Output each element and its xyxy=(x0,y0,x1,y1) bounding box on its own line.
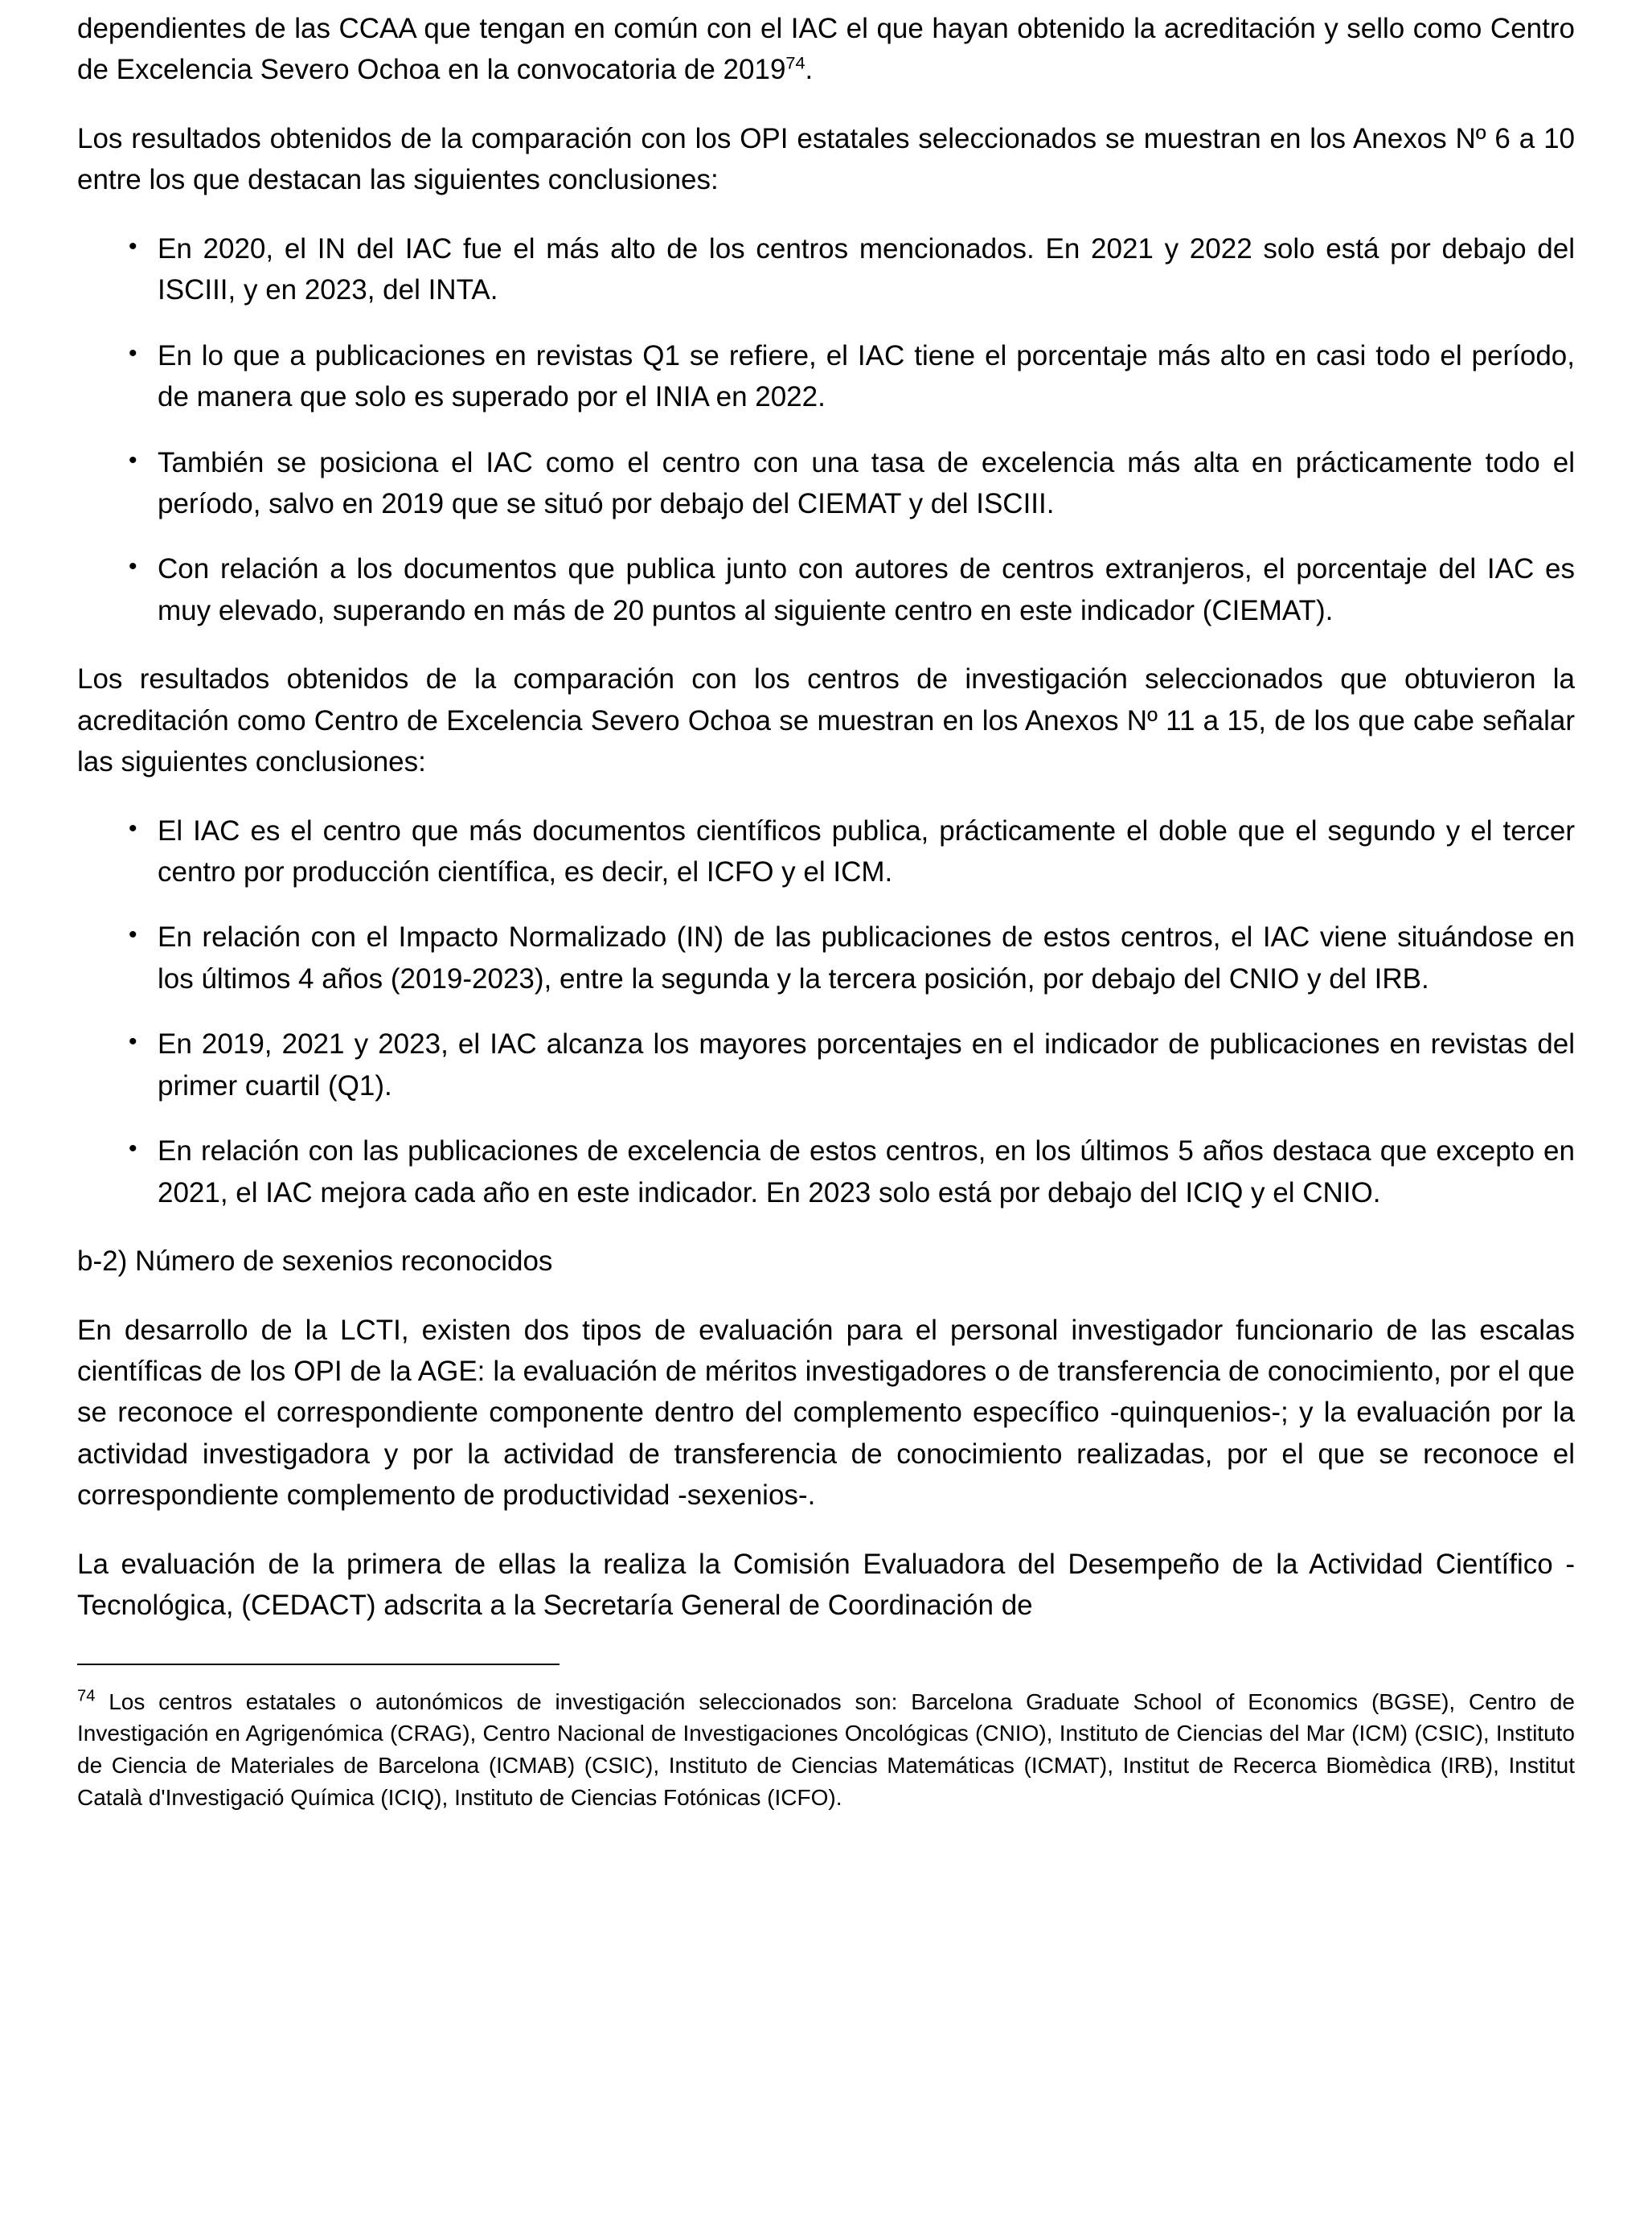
footnote-74 xyxy=(77,1686,1575,1814)
paragraph-continued-top-text: dependientes de las CCAA que tengan en común con el IAC el que hayan obtenido la acreditación y sello como Centro de Excelencia Severo Ochoa en la convocatoria de 2019 xyxy=(77,13,1575,86)
footnote-area xyxy=(77,1664,1575,1814)
footnote-reference-74: 74 xyxy=(785,52,806,73)
list-item: • En relación con las publicaciones de excelencia de estos centros, en los últimos 5 años destaca que excepto en 2021, el IAC mejora cada año en este indicador. En 2023 solo está por debajo del ICIQ y el CNIO. xyxy=(77,1130,1575,1213)
list-item: • En lo que a publicaciones en revistas Q1 se refiere, el IAC tiene el porcentaje más alto en casi todo el período, de manera que solo es superado por el INIA en 2022. xyxy=(77,335,1575,418)
paragraph-intro-opi: Los resultados obtenidos de la comparación con los OPI estatales seleccionados se muestran en los Anexos Nº 6 a 10 entre los que destacan las siguientes conclusiones: xyxy=(77,122,1575,196)
list-item: • En 2019, 2021 y 2023, el IAC alcanza los mayores porcentajes en el indicador de publicaciones en revistas del primer cuartil (Q1). xyxy=(77,1024,1575,1106)
section-heading: b-2) Número de sexenios reconocidos xyxy=(77,1245,553,1278)
footnote-number: 74 xyxy=(77,1687,96,1705)
bullet-list-severo-ochoa xyxy=(77,810,1575,1214)
paragraph-continued-top-end: . xyxy=(805,54,814,86)
paragraph-continued-top xyxy=(77,8,1575,91)
footnote-separator xyxy=(77,1664,560,1665)
paragraph-lcti: En desarrollo de la LCTI, existen dos tipos de evaluación para el personal investigador funcionario de las escalas científicas de los OPI de la AGE: la evaluación de méritos investigadores o de transferencia de conocimiento, por el que se reconoce el correspondiente componente dentro del complemento específico -quinquenios-; y la evaluación por la actividad investigadora y por la actividad de transferencia de conocimiento realizadas, por el que se reconoce el correspondiente complemento de productividad -sexenios-. xyxy=(77,1314,1575,1512)
list-item: • También se posiciona el IAC como el centro con una tasa de excelencia más alta en prácticamente todo el período, salvo en 2019 que se situó por debajo del CIEMAT y del ISCIII. xyxy=(77,442,1575,525)
paragraph-cedact: La evaluación de la primera de ellas la realiza la Comisión Evaluadora del Desempeño de la Actividad Científico -Tecnológica, (CEDACT) adscrita a la Secretaría General de Coordinación de xyxy=(77,1548,1575,1622)
footnote-text: Los centros estatales o autonómicos de investigación seleccionados son: Barcelona Graduate School of Economics (BGSE), Centro de Investigación en Agrigenómica (CRAG), Centro Nacional de Investigaciones Oncológicas (CNIO), Instituto de Ciencias del Mar (ICM) (CSIC), Instituto de Ciencia de Materiales de Barcelona (ICMAB) (CSIC), Instituto de Ciencias Matemáticas (ICMAT), Institut de Recerca Biomèdica (IRB), Institut Català d'Investigació Química (ICIQ), Instituto de Ciencias Fotónicas (ICFO). xyxy=(77,1688,1575,1810)
list-item: • El IAC es el centro que más documentos científicos publica, prácticamente el doble que el segundo y el tercer centro por producción científica, es decir, el ICFO y el ICM. xyxy=(77,810,1575,893)
list-item: • En 2020, el IN del IAC fue el más alto de los centros mencionados. En 2021 y 2022 solo está por debajo del ISCIII, y en 2023, del INTA. xyxy=(77,228,1575,311)
list-item: • En relación con el Impacto Normalizado (IN) de las publicaciones de estos centros, el IAC viene situándose en los últimos 4 años (2019-2023), entre la segunda y la tercera posición, por debajo del CNIO y del IRB. xyxy=(77,917,1575,999)
paragraph-intro-severo-ochoa: Los resultados obtenidos de la comparación con los centros de investigación seleccionados que obtuvieron la acreditación como Centro de Excelencia Severo Ochoa se muestran en los Anexos Nº 11 a 15, de los que cabe señalar las siguientes conclusiones: xyxy=(77,663,1575,778)
bullet-list-opi xyxy=(77,228,1575,632)
list-item: • Con relación a los documentos que publica junto con autores de centros extranjeros, el porcentaje del IAC es muy elevado, superando en más de 20 puntos al siguiente centro en este indicador (CIEMAT). xyxy=(77,548,1575,631)
